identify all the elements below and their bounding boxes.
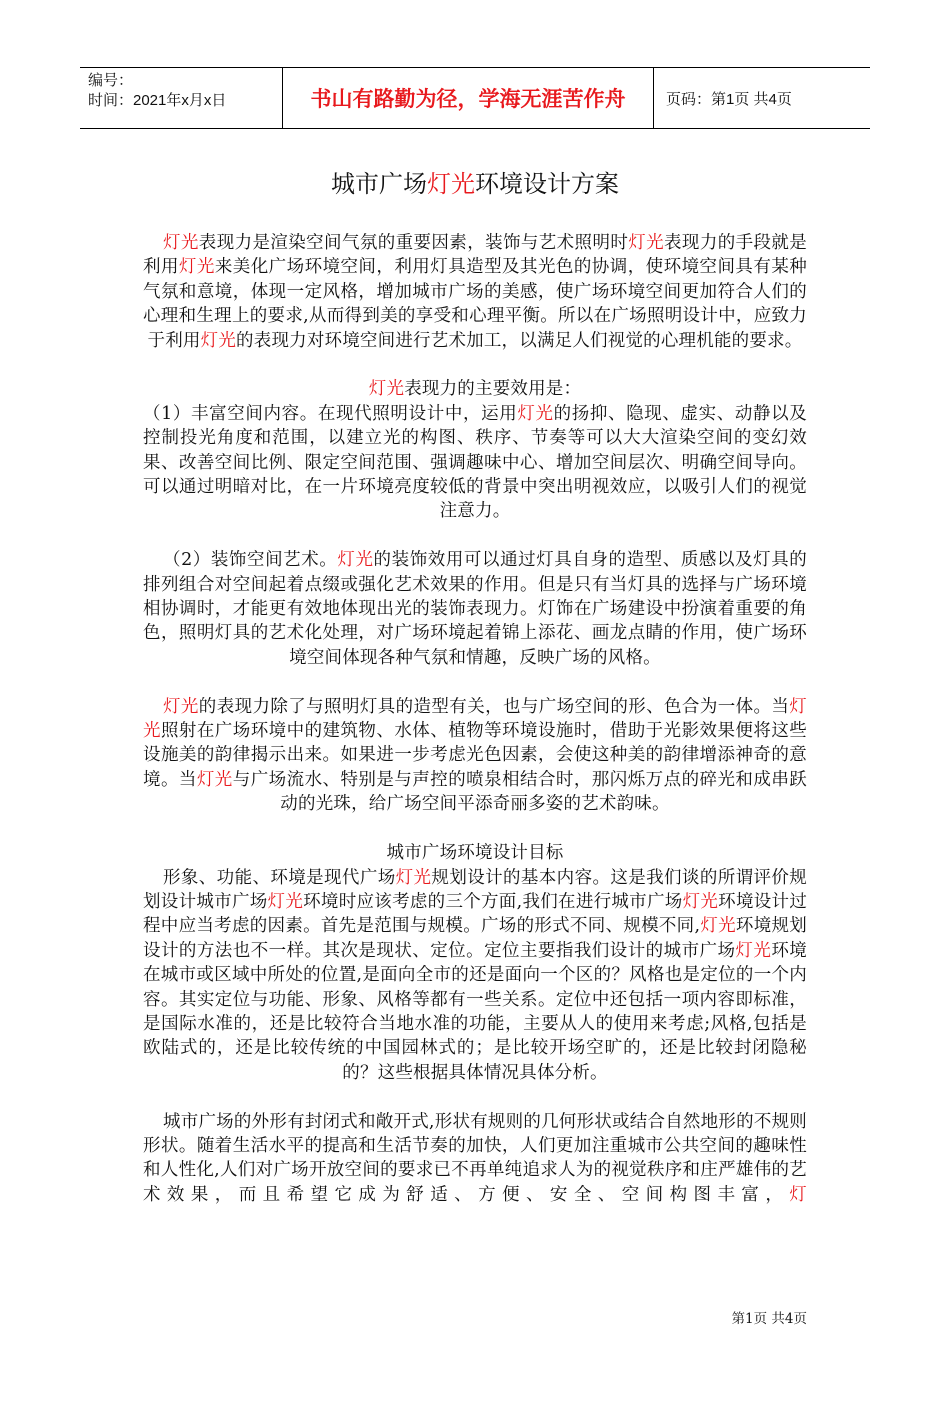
text-run: 与广场流水、特别是与声控的喷泉相结合时，那闪烁万点的碎光和成串跃动的光珠，给广场空间平添奇丽多姿的艺术韵味。 bbox=[232, 769, 807, 815]
paragraph-4 bbox=[143, 548, 807, 670]
text-run: 规划设计的基本内容。这是我们谈的所谓评价规划设计城市广场 bbox=[143, 867, 807, 912]
header-motto: 书山有路勤为径，学海无涯苦作舟 bbox=[282, 68, 654, 128]
keyword-highlight: 灯光 bbox=[163, 233, 199, 253]
keyword-highlight: 灯光 bbox=[143, 696, 807, 742]
keyword-highlight: 灯光 bbox=[267, 891, 304, 912]
keyword-highlight: 灯光 bbox=[368, 379, 405, 400]
keyword-highlight: 灯光 bbox=[700, 916, 736, 937]
keyword-highlight: 灯光 bbox=[395, 867, 432, 888]
title-part2: 环境设计方案 bbox=[475, 170, 619, 198]
text-run: （2）装饰空间艺术。 bbox=[163, 550, 338, 571]
paragraph-1 bbox=[143, 231, 807, 353]
text-run: 的表现力对环境空间进行艺术加工，以满足人们视觉的心理机能的要求。 bbox=[236, 330, 803, 351]
keyword-highlight: 灯光 bbox=[200, 330, 237, 351]
paragraph-6 bbox=[143, 866, 807, 1086]
text-run: 环境规划设计的方法也不一样。其次是现状、定位。定位主要指我们设计的城市广场 bbox=[143, 916, 807, 961]
text-run: 的表现力除了与照明灯具的造型有关，也与广场空间的形、色合为一体。当 bbox=[198, 696, 790, 717]
keyword-highlight: 灯光 bbox=[682, 891, 719, 912]
text-run: 城市广场的外形有封闭式和敞开式,形状有规则的几何形状或结合自然地形的不规则形状。随着生活水平的提高和生活节奏的加快，人们更加注重城市公共空间的趣味性和人性化,人们对广场开放空间的要求已不再单纯追求人为的视觉秩序和庄严雄伟的艺术效果，而且希望它成为舒适、方便、安全、空间构图丰富， bbox=[143, 1111, 807, 1205]
section-subtitle: 城市广场环境设计目标 bbox=[386, 843, 564, 864]
keyword-highlight: 灯光 bbox=[337, 550, 374, 571]
keyword-highlight: 灯光 bbox=[517, 403, 554, 424]
text-run: 的扬抑、隐现、虚实、动静以及控制投光角度和范围，以建立光的构图、秩序、节奏等可以大大渲染空间的变幻效果、改善空间比例、限定空间范围、强调趣味中心、增加空间层次、明确空间导向。可以通过明暗对比，在一片环境亮度较低的背景中突出明视效应，以吸引人们的视觉注意力。 bbox=[143, 403, 807, 522]
header-meta bbox=[80, 68, 282, 128]
text-run: 表现力是渲染空间气氛的重要因素，装饰与艺术照明时 bbox=[198, 233, 629, 253]
keyword-highlight: 灯 bbox=[789, 1184, 807, 1205]
paragraph-3 bbox=[143, 402, 807, 524]
text-run: （1）丰富空间内容。在现代照明设计中，运用 bbox=[143, 403, 518, 424]
title-part1: 城市广场 bbox=[331, 170, 427, 198]
document-number: 编号： bbox=[88, 72, 134, 89]
text-run: 环境设计过程中应当考虑的因素。首先是范围与规模。广场的形式不同、规模不同, bbox=[143, 891, 808, 937]
page-footer: 第1页 共4页 bbox=[731, 1311, 807, 1327]
keyword-highlight: 灯光 bbox=[735, 940, 772, 961]
text-run: 环境在城市或区域中所处的位置,是面向全市的还是面向一个区的？风格也是定位的一个内容。其实定位与功能、形象、风格等都有一些关系。定位中还包括一项内容即标准，是国际水准的，还是比较符合当地水准的功能，主要从人的使用来考虑;风格,包括是欧陆式的，还是比较传统的中国园林式的；是比较开场空旷的，还是比较封闭隐秘的？这些根据具体情况具体分析。 bbox=[143, 940, 807, 1083]
text-run: 表现力的手段就是利用 bbox=[143, 233, 807, 278]
text-run: 形象、功能、环境是现代广场 bbox=[163, 867, 396, 888]
document-date: 时间：2021年x月x日 bbox=[88, 92, 227, 109]
text-run: 照射在广场环境中的建筑物、水体、植物等环境设施时，借助于光影效果便将这些设施美的韵律揭示出来。如果进一步考虑光色因素，会使这种美的韵律增添神奇的意境。当 bbox=[143, 721, 807, 790]
keyword-highlight: 灯光 bbox=[196, 769, 233, 790]
title-highlight: 灯光 bbox=[427, 170, 475, 198]
document-title bbox=[0, 168, 950, 200]
text-run: 表现力的主要效用是： bbox=[404, 379, 582, 400]
paragraph-5 bbox=[143, 695, 807, 817]
keyword-highlight: 灯光 bbox=[178, 257, 215, 278]
keyword-highlight: 灯光 bbox=[163, 696, 199, 717]
text-run: 的装饰效用可以通过灯具自身的造型、质感以及灯具的排列组合对空间起着点缀或强化艺术效果的作用。但是只有当灯具的选择与广场环境相协调时，才能更有效地体现出光的装饰表现力。灯饰在广场建设中扮演着重要的角色，照明灯具的艺术化处理，对广场环境起着锦上添花、画龙点睛的作用，使广场环境空间体现各种气氛和情趣，反映广场的风格。 bbox=[143, 550, 807, 668]
document-body bbox=[143, 231, 807, 1207]
keyword-highlight: 灯光 bbox=[628, 233, 665, 253]
paragraph-7 bbox=[143, 1110, 807, 1208]
text-run: 来美化广场环境空间，利用灯具造型及其光色的协调，使环境空间具有某种气氛和意境，体现一定风格，增加城市广场的美感，使广场环境空间更加符合人们的心理和生理上的要求,从而得到美的享受和心理平衡。所以在广场照明设计中，应致力于利用 bbox=[143, 257, 807, 351]
header-table bbox=[80, 67, 870, 129]
header-page-info: 页码：第1页 共4页 bbox=[666, 90, 792, 108]
paragraph-2 bbox=[143, 377, 807, 401]
text-run: 环境时应该考虑的三个方面,我们在进行城市广场 bbox=[303, 891, 683, 912]
